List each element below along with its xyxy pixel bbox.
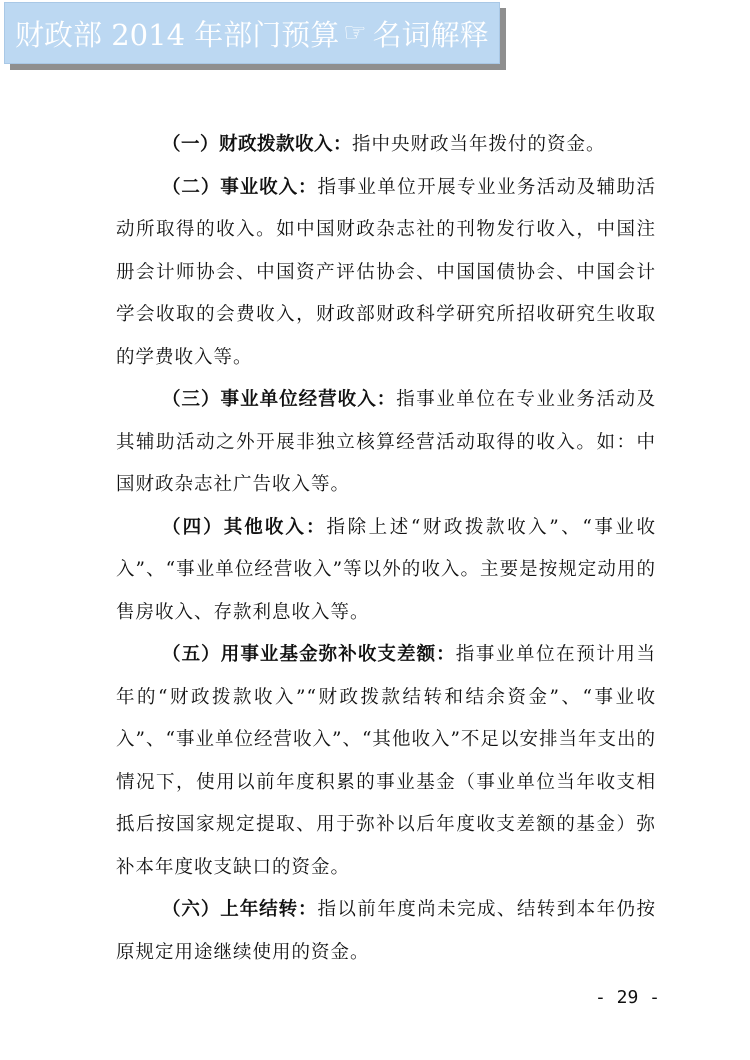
header-title-right: 名词解释: [372, 17, 489, 52]
entry-term: （一）财政拨款收入：: [162, 134, 353, 155]
entry-definition: 指除上述“财政拨款收入”、“事业收入”、“事业单位经营收入”等以外的收入。主要是按规定动用的售房收入、存款利息收入等。: [116, 516, 656, 623]
entry-definition: 指以前年度尚未完成、结转到本年仍按原规定用途继续使用的资金。: [116, 899, 656, 963]
glossary-entry: [116, 507, 656, 635]
page-number: - 29 -: [594, 987, 660, 1008]
entry-definition: 指事业单位在专业业务活动及其辅助活动之外开展非独立核算经营活动取得的收入。如：中国财政杂志社广告收入等。: [116, 389, 656, 495]
entry-definition: 指事业单位在预计用当年的“财政拨款收入”“财政拨款结转和结余资金”、“事业收入”、“事业单位经营收入”、“其他收入”不足以安排当年支出的情况下，使用以前年度积累的事业基金（事业单位当年收支相抵后按国家规定提取、用于弥补以后年度收支差额的基金）弥补本年度收支缺口的资金。: [116, 644, 656, 878]
glossary-entry: [116, 167, 656, 380]
header-title-left: 财政部 2014 年部门预算: [15, 17, 340, 52]
entry-definition: 指中央财政当年拨付的资金。: [352, 134, 606, 155]
glossary-entry: [116, 889, 656, 974]
entry-term: （六）上年结转：: [162, 899, 318, 920]
pointing-hand-icon: ☞: [343, 18, 367, 48]
glossary-entry: [116, 379, 656, 507]
entry-term: （三）事业单位经营收入：: [162, 389, 397, 410]
entry-term: （二）事业收入：: [162, 176, 318, 198]
glossary-body: [116, 124, 656, 974]
entry-definition: 指事业单位开展专业业务活动及辅助活动所取得的收入。如中国财政杂志社的刊物发行收入，中国注册会计师协会、中国资产评估协会、中国国债协会、中国会计学会收取的会费收入，财政部财政科学研究所招收研究生收取的学费收入等。: [116, 176, 656, 368]
entry-term: （五）用事业基金弥补收支差额：: [162, 644, 456, 665]
document-header: [4, 2, 500, 64]
glossary-entry: [116, 124, 656, 167]
entry-term: （四）其他收入：: [162, 516, 327, 538]
glossary-entry: [116, 634, 656, 889]
